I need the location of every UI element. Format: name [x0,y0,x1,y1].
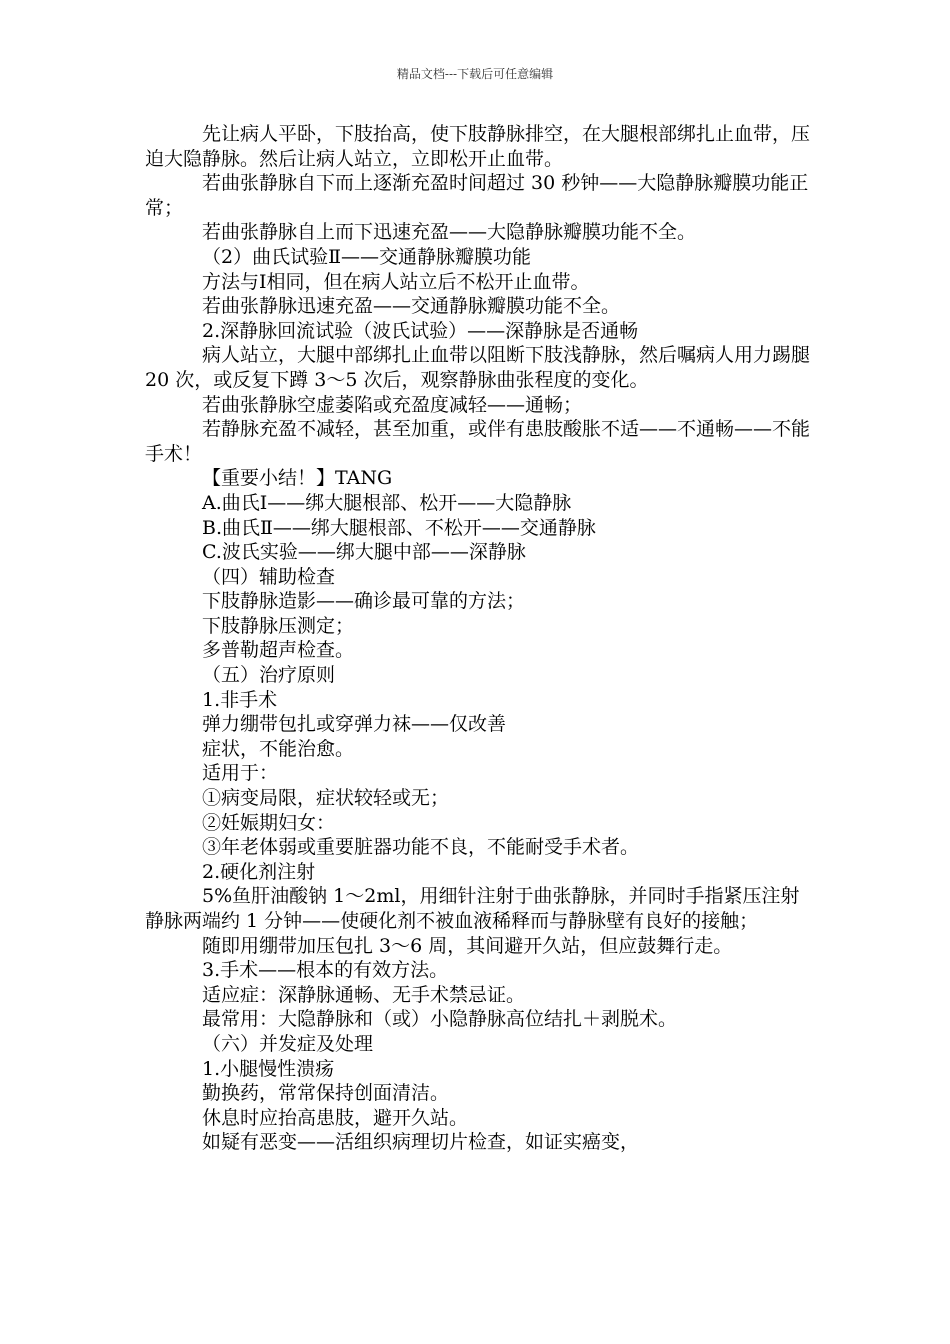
paragraph: 5%鱼肝油酸钠 1～2ml，用细针注射于曲张静脉，并同时手指紧压注射静脉两端约 1 分钟——使硬化剂不被血液稀释而与静脉壁有良好的接触； [145,885,800,932]
paragraph: 若静脉充盈不减轻，甚至加重，或伴有患肢酸胀不适——不通畅——不能手术！ [145,418,811,465]
paragraph: 勤换药，常常保持创面清洁。 [202,1082,450,1105]
subsection-heading: 1.非手术 [202,688,278,711]
paragraph: 多普勒超声检查。 [202,639,355,662]
paragraph: 若曲张静脉空虚萎陷或充盈度减轻——通畅； [202,393,583,416]
paragraph: 适用于： [202,762,279,785]
paragraph: 适应症：深静脉通畅、无手术禁忌证。 [202,983,526,1006]
section-heading: （2）曲氏试验Ⅱ——交通静脉瓣膜功能 [202,245,532,268]
paragraph: 若曲张静脉迅速充盈——交通静脉瓣膜功能不全。 [202,295,621,318]
paragraph: 弹力绷带包扎或穿弹力袜——仅改善 [202,713,507,736]
summary-item: C.波氏实验——绑大腿中部——深静脉 [202,541,526,564]
paragraph: 下肢静脉压测定； [202,614,355,637]
subsection-heading: 2.硬化剂注射 [202,860,316,883]
section-heading: （六）并发症及处理 [202,1032,374,1055]
paragraph: 最常用：大隐静脉和（或）小隐静脉高位结扎＋剥脱术。 [202,1008,678,1031]
summary-item: B.曲氏Ⅱ——绑大腿根部、不松开——交通静脉 [202,516,596,539]
paragraph: 先让病人平卧，下肢抬高，使下肢静脉排空，在大腿根部绑扎止血带，压迫大隐静脉。然后让病人站立，立即松开止血带。 [145,123,811,170]
list-item: ②妊娠期妇女： [202,811,336,834]
paragraph: 如疑有恶变——活组织病理切片检查，如证实癌变， [202,1131,640,1154]
paragraph: 若曲张静脉自上而下迅速充盈——大隐静脉瓣膜功能不全。 [202,221,697,244]
paragraph: 方法与Ⅰ相同，但在病人站立后不松开止血带。 [202,270,590,293]
section-heading: 2.深静脉回流试验（波氏试验）——深静脉是否通畅 [202,319,639,342]
paragraph: 随即用绷带加压包扎 3～6 周，其间避开久站，但应鼓舞行走。 [202,934,733,957]
summary-heading: 【重要小结！】TANG [202,467,393,490]
paragraph: 下肢静脉造影——确诊最可靠的方法； [202,590,526,613]
list-item: ③年老体弱或重要脏器功能不良，不能耐受手术者。 [202,836,640,859]
section-heading: （五）治疗原则 [202,664,336,687]
paragraph: 若曲张静脉自下而上逐渐充盈时间超过 30 秒钟——大隐静脉瓣膜功能正常； [145,172,809,219]
paragraph: 病人站立，大腿中部绑扎止血带以阻断下肢浅静脉，然后嘱病人用力踢腿 20 次，或反复下蹲 3～5 次后，观察静脉曲张程度的变化。 [145,344,811,391]
document-body [145,122,810,1155]
list-item: ①病变局限，症状较轻或无； [202,787,450,810]
subsection-heading: 3.手术——根本的有效方法。 [202,959,449,982]
summary-item: A.曲氏Ⅰ——绑大腿根部、松开——大隐静脉 [202,491,572,514]
paragraph: 症状，不能治愈。 [202,737,355,760]
page-header: 精品文档---下载后可任意编辑 [396,67,554,81]
subsection-heading: 1.小腿慢性溃疡 [202,1057,335,1080]
paragraph: 休息时应抬高患肢，避开久站。 [202,1106,469,1129]
section-heading: （四）辅助检查 [202,565,336,588]
